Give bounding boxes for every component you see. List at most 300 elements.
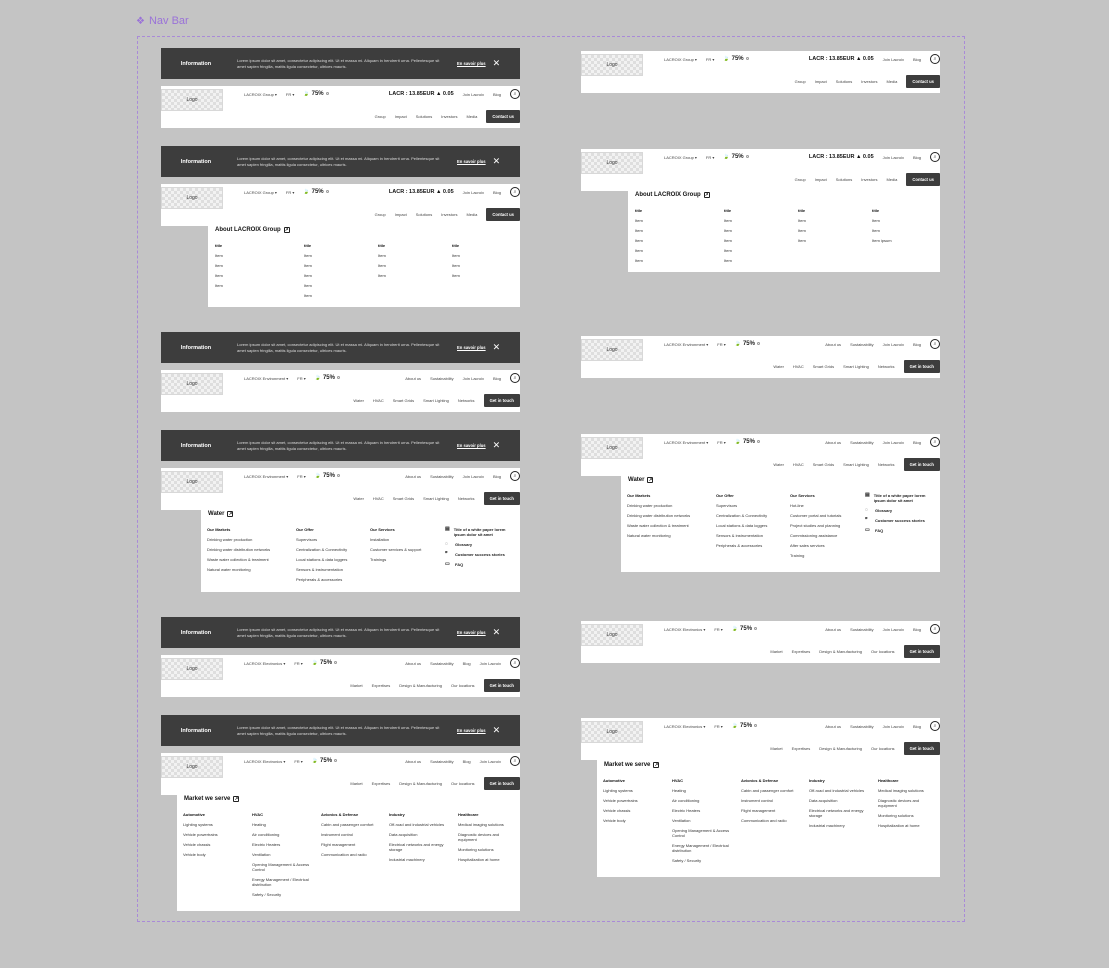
menu-link[interactable]: Item [724,218,732,223]
logo[interactable]: Logo [581,624,643,646]
menu-link[interactable]: Electrical networks and energy storage [389,842,444,852]
menu-item-smart-lighting[interactable]: Smart Lighting [423,496,449,501]
nav-top-row [244,89,520,99]
site-selector[interactable]: LACROIX Environment ▾ [664,439,709,445]
menu-item-water[interactable]: Water [773,462,784,467]
menu-link[interactable]: Energy Management / Electrical distribution [672,843,729,853]
site-selector[interactable]: LACROIX Electronics ▾ [664,626,706,632]
site-selector[interactable]: LACROIX Environment ▾ [244,473,289,479]
language-selector[interactable]: FR ▾ [294,758,303,764]
top-link-join-lacroix[interactable]: Join Lacroix [479,758,501,764]
site-selector[interactable]: LACROIX Environment ▾ [664,341,709,347]
close-icon[interactable]: ✕ [492,342,501,352]
cta-button[interactable]: Get in touch [484,492,520,505]
top-link-about-us[interactable]: About us [825,723,842,729]
nav-menu [795,173,940,186]
resource-label: Title of a white paper lorem ipsum dolor sit amet [453,527,506,537]
resource-item[interactable] [445,527,517,537]
language-selector[interactable]: FR ▾ [297,375,306,381]
close-icon[interactable]: ✕ [492,725,501,735]
top-link-join-lacroix[interactable]: Join Lacroix [882,439,904,445]
menu-item-smart-grids[interactable]: Smart Grids [392,496,415,501]
top-link-blog[interactable]: Blog [492,189,501,195]
site-selector[interactable]: LACROIX Group ▾ [664,154,697,160]
top-link-about-us[interactable]: About us [405,473,422,479]
menu-link[interactable]: Drinking water distribution networks [627,513,691,518]
menu-link[interactable]: Item [635,258,643,263]
top-link-blog[interactable]: Blog [912,56,921,62]
menu-link[interactable]: Sensors & instrumentation [296,567,343,572]
menu-link[interactable]: Flight management [321,842,356,847]
menu-link[interactable]: Item [378,253,386,258]
menu-link[interactable]: Item [215,273,223,278]
top-link-about-us[interactable]: About us [405,375,422,381]
top-link-about-us[interactable]: About us [405,660,422,666]
top-link-blog[interactable]: Blog [492,473,501,479]
site-selector[interactable]: LACROIX Group ▾ [244,91,277,97]
menu-link[interactable]: Hospitalization at home [878,823,920,828]
resource-label: FAQ [455,562,464,567]
menu-link[interactable]: Peripherals & accessories [716,543,763,548]
menu-link[interactable]: Data acquisition [389,832,418,837]
language-selector[interactable]: FR ▾ [717,439,726,445]
menu-link[interactable]: Natural water monitoring [627,533,671,538]
language-selector[interactable]: FR ▾ [705,154,715,160]
menu-link[interactable]: Item [215,253,223,258]
menu-link[interactable]: Safety / Security [252,892,282,897]
language-selector[interactable]: FR ▾ [285,91,295,97]
menu-item-investors[interactable]: Investors [861,79,878,84]
resource-item[interactable] [445,542,517,547]
dropdown-title[interactable] [628,477,653,483]
menu-link[interactable]: Drinking water distribution networks [207,547,271,552]
site-selector[interactable]: LACROIX Group ▾ [244,189,277,195]
menu-link[interactable]: Vehicle powertrains [603,798,638,803]
cta-button[interactable]: Contact us [486,208,520,221]
logo[interactable]: Logo [581,339,643,361]
search-icon[interactable]: ⌕ [510,373,520,383]
resource-item[interactable] [865,528,937,533]
menu-item-design-manufacturing[interactable]: Design & Manufacturing [819,649,862,654]
menu-link[interactable]: Training [790,553,805,558]
menu-link[interactable]: Item [452,273,460,278]
menu-link[interactable]: Commissioning assistance [790,533,838,538]
menu-item-smart-lighting[interactable]: Smart Lighting [843,364,869,369]
dropdown-title[interactable] [635,192,710,198]
logo[interactable]: Logo [581,721,643,743]
cta-button[interactable]: Get in touch [904,645,940,658]
menu-link[interactable]: Natural water monitoring [207,567,251,572]
menu-link[interactable]: Project studies and planning [790,523,841,528]
menu-item-hvac[interactable]: HVAC [792,364,804,369]
top-link-blog[interactable]: Blog [492,375,501,381]
menu-item-solutions[interactable]: Solutions [835,177,853,182]
menu-item-solutions[interactable]: Solutions [415,212,433,217]
top-link-join-lacroix[interactable]: Join Lacroix [882,56,904,62]
menu-link[interactable]: Item [215,283,223,288]
menu-link[interactable]: Electric Heaters [252,842,281,847]
menu-link[interactable]: Energy Management / Electrical distribution [252,877,309,887]
menu-link[interactable]: Opening Management & Access Control [672,828,730,838]
top-link-blog[interactable]: Blog [912,439,921,445]
cta-button[interactable]: Get in touch [904,458,940,471]
info-link[interactable]: En savoir plus [457,159,486,164]
dropdown-title[interactable] [208,511,233,517]
language-selector[interactable]: FR ▾ [285,189,295,195]
menu-item-our-locations[interactable]: Our locations [450,683,475,688]
menu-link[interactable]: Item [635,228,643,233]
menu-link[interactable]: Safety / Security [672,858,702,863]
menu-link[interactable]: Item [635,218,643,223]
menu-item-media[interactable]: Media [466,114,478,119]
menu-item-networks[interactable]: Networks [877,364,895,369]
menu-link[interactable]: Item [304,293,312,298]
search-icon[interactable]: ⌕ [930,721,940,731]
menu-item-group[interactable]: Group [374,212,386,217]
logo[interactable]: Logo [161,471,223,493]
search-icon[interactable]: ⌕ [510,471,520,481]
site-selector[interactable]: LACROIX Electronics ▾ [664,723,706,729]
menu-item-smart-grids[interactable]: Smart Grids [392,398,415,403]
search-icon[interactable]: ⌕ [930,624,940,634]
cta-button[interactable]: Get in touch [904,360,940,373]
menu-link[interactable]: Off-road and industrial vehicles [389,822,445,827]
menu-item-water[interactable]: Water [773,364,784,369]
menu-item-networks[interactable]: Networks [877,462,895,467]
site-selector[interactable]: LACROIX Group ▾ [664,56,697,62]
top-link-join-lacroix[interactable]: Join Lacroix [882,154,904,160]
info-text: Lorem ipsum dolor sit amet, consectetur adipiscing elit. Ut et massa mi. Aliquam in hendrerit urna. Pellentesque sit amet sapien fringilla, mattis ligula consectetur, ultrices mauris. [237,724,440,736]
site-selector[interactable]: LACROIX Environment ▾ [244,375,289,381]
menu-link[interactable]: Air conditioning [252,832,280,837]
stock-ticker: LACR : 13.85EUR ▲ 0.05 [388,189,454,195]
menu-item-media[interactable]: Media [466,212,478,217]
menu-link[interactable]: Industrial machinery [389,857,425,862]
resource-item[interactable] [445,562,517,567]
dropdown-column [378,243,438,283]
menu-link[interactable]: Item [635,248,643,253]
menu-link[interactable]: Local stations & data loggers [296,557,348,562]
menu-item-solutions[interactable]: Solutions [415,114,433,119]
menu-link[interactable]: Hot-line [790,503,804,508]
language-selector[interactable]: FR ▾ [294,660,303,666]
menu-link[interactable]: Diagnostic devices and equipment [458,832,500,842]
menu-link[interactable]: Item [798,218,806,223]
menu-item-smart-lighting[interactable]: Smart Lighting [423,398,449,403]
search-icon[interactable]: ⌕ [930,152,940,162]
menu-item-networks[interactable]: Networks [457,398,475,403]
logo[interactable]: Logo [161,756,223,778]
menu-link[interactable]: Trainings [370,557,387,562]
top-link-sustainability[interactable]: Sustainability [430,473,454,479]
cta-button[interactable]: Contact us [906,173,940,186]
menu-link[interactable]: Waste water collection & treatment [627,523,689,528]
menu-item-solutions[interactable]: Solutions [835,79,853,84]
menu-item-our-locations[interactable]: Our locations [870,649,895,654]
dropdown-column [872,208,932,248]
menu-link[interactable]: Item [798,228,806,233]
menu-link[interactable]: Drinking water production [627,503,673,508]
top-link-blog[interactable]: Blog [912,626,921,632]
menu-link[interactable]: Data acquisition [809,798,838,803]
top-link-blog[interactable]: Blog [912,341,921,347]
resources-column [445,527,517,572]
menu-link[interactable]: Diagnostic devices and equipment [878,798,920,808]
menu-link[interactable]: Customer services & support [370,547,422,552]
menu-item-networks[interactable]: Networks [457,496,475,501]
menu-link[interactable]: Vehicle powertrains [183,832,218,837]
menu-item-media[interactable]: Media [886,177,898,182]
top-link-join-lacroix[interactable]: Join Lacroix [462,473,484,479]
top-link-join-lacroix[interactable]: Join Lacroix [882,723,904,729]
menu-link[interactable]: Lighting systems [603,788,633,793]
info-text: Lorem ipsum dolor sit amet, consectetur adipiscing elit. Ut et massa mi. Aliquam in hendrerit urna. Pellentesque sit amet sapien fringilla, mattis ligula consectetur, ultrices mauris. [237,57,440,69]
logo[interactable]: Logo [161,187,223,209]
eco-score [723,56,748,62]
menu-link[interactable]: Vehicle chassis [603,808,631,813]
nav-top-row [244,658,520,668]
top-link-blog[interactable]: Blog [912,154,921,160]
menu-link[interactable]: Item [452,253,460,258]
menu-link[interactable]: Communication and radio [741,818,787,823]
menu-link[interactable]: Waste water collection & treatment [207,557,269,562]
info-link[interactable]: En savoir plus [457,61,486,66]
menu-item-expertises[interactable]: Expertises [791,649,811,654]
menu-item-water[interactable]: Water [353,496,364,501]
top-link-sustainability[interactable]: Sustainability [850,626,874,632]
menu-link[interactable]: Monitoring solutions [458,847,494,852]
menu-link[interactable]: Heating [672,788,686,793]
menu-link[interactable]: After sales services [790,543,825,548]
menu-link[interactable]: Cabin and passenger comfort [741,788,794,793]
top-link-blog[interactable]: Blog [492,91,501,97]
menu-link[interactable]: Item [304,253,312,258]
menu-link[interactable]: Off-road and industrial vehicles [809,788,865,793]
menu-link[interactable]: Item [724,248,732,253]
menu-link[interactable]: Item [724,238,732,243]
menu-link[interactable]: Item [215,263,223,268]
menu-link[interactable]: Electrical networks and energy storage [809,808,864,818]
menu-item-market[interactable]: Market [350,683,363,688]
resource-item[interactable] [865,493,937,503]
logo[interactable]: Logo [161,373,223,395]
menu-link[interactable]: Item [378,273,386,278]
menu-link[interactable]: Item [872,218,880,223]
menu-item-design-manufacturing[interactable]: Design & Manufacturing [819,746,862,751]
logo[interactable]: Logo [161,658,223,680]
menu-link[interactable]: Centralization & Connectivity [716,513,768,518]
menu-item-group[interactable]: Group [794,177,806,182]
column-title: title [724,208,732,213]
site-selector[interactable]: LACROIX Electronics ▾ [244,758,286,764]
top-link-about-us[interactable]: About us [825,626,842,632]
menu-link[interactable]: Electric Heaters [672,808,701,813]
top-link-join-lacroix[interactable]: Join Lacroix [462,91,484,97]
language-selector[interactable]: FR ▾ [297,473,306,479]
menu-link[interactable]: Air conditioning [672,798,700,803]
menu-link[interactable]: Sensors & instrumentation [716,533,763,538]
menu-link[interactable]: Hospitalization at home [458,857,500,862]
menu-link[interactable]: Item [378,263,386,268]
menu-link[interactable]: Item [872,228,880,233]
menu-item-group[interactable]: Group [374,114,386,119]
language-selector[interactable]: FR ▾ [714,626,723,632]
logo[interactable]: Logo [581,437,643,459]
site-selector[interactable]: LACROIX Electronics ▾ [244,660,286,666]
menu-item-design-manufacturing[interactable]: Design & Manufacturing [399,781,442,786]
language-selector[interactable]: FR ▾ [714,723,723,729]
cta-button[interactable]: Contact us [906,75,940,88]
menu-item-impact[interactable]: Impact [814,79,827,84]
top-link-about-us[interactable]: About us [405,758,422,764]
menu-link[interactable]: Vehicle chassis [183,842,211,847]
eco-score [312,660,337,666]
menu-item-market[interactable]: Market [350,781,363,786]
close-icon[interactable]: ✕ [492,440,501,450]
menu-link[interactable]: Supervisors [716,503,738,508]
menu-item-investors[interactable]: Investors [441,114,458,119]
menu-link[interactable]: Instrument control [741,798,774,803]
cta-button[interactable]: Get in touch [904,742,940,755]
menu-link[interactable]: Item [304,263,312,268]
cta-button[interactable]: Get in touch [484,679,520,692]
menu-item-expertises[interactable]: Expertises [791,746,811,751]
language-selector[interactable]: FR ▾ [705,56,715,62]
resource-item[interactable] [865,508,937,513]
close-icon[interactable]: ✕ [492,627,501,637]
menu-link[interactable]: Medical imaging solutions [878,788,924,793]
menu-link[interactable]: Heating [252,822,266,827]
menu-item-market[interactable]: Market [770,746,783,751]
search-icon[interactable]: ⌕ [930,339,940,349]
menu-item-impact[interactable]: Impact [394,114,407,119]
menu-link[interactable]: Supervisors [296,537,318,542]
menu-link[interactable]: Vehicle body [603,818,626,823]
menu-link[interactable]: Monitoring solutions [878,813,914,818]
menu-link[interactable]: Item [304,283,312,288]
menu-link[interactable]: Item [452,263,460,268]
menu-item-hvac[interactable]: HVAC [792,462,804,467]
menu-item-expertises[interactable]: Expertises [371,683,391,688]
menu-item-media[interactable]: Media [886,79,898,84]
menu-item-smart-grids[interactable]: Smart Grids [812,364,835,369]
logo[interactable]: Logo [161,89,223,111]
menu-item-smart-lighting[interactable]: Smart Lighting [843,462,869,467]
menu-link[interactable]: Item [724,258,732,263]
menu-link[interactable]: Local stations & data loggers [716,523,768,528]
resource-item[interactable] [445,552,517,557]
resource-item[interactable] [865,518,937,523]
top-link-blog[interactable]: Blog [462,660,471,666]
menu-item-investors[interactable]: Investors [861,177,878,182]
language-selector[interactable]: FR ▾ [717,341,726,347]
top-link-join-lacroix[interactable]: Join Lacroix [462,375,484,381]
menu-item-investors[interactable]: Investors [441,212,458,217]
close-icon[interactable]: ✕ [492,58,501,68]
menu-link[interactable]: Opening Management & Access Control [252,862,310,872]
menu-link[interactable]: Item [798,238,806,243]
top-link-join-lacroix[interactable]: Join Lacroix [882,626,904,632]
menu-item-water[interactable]: Water [353,398,364,403]
menu-link[interactable]: Item [304,273,312,278]
search-icon[interactable]: ⌕ [930,437,940,447]
info-link[interactable]: En savoir plus [457,630,486,635]
menu-link[interactable]: Installation [370,537,390,542]
menu-link[interactable]: Ventilation [252,852,271,857]
search-icon[interactable]: ⌕ [510,89,520,99]
top-link-sustainability[interactable]: Sustainability [430,660,454,666]
menu-item-hvac[interactable]: HVAC [372,496,384,501]
menu-item-impact[interactable]: Impact [814,177,827,182]
cta-button[interactable]: Contact us [486,110,520,123]
menu-link[interactable]: Communication and radio [321,852,367,857]
top-link-about-us[interactable]: About us [825,439,842,445]
menu-link[interactable]: Flight management [741,808,776,813]
menu-link[interactable]: Item [724,228,732,233]
dropdown-title[interactable] [215,227,290,233]
menu-link[interactable]: Industrial machinery [809,823,845,828]
menu-link[interactable]: Item ipsum [872,238,892,243]
menu-link[interactable]: Ventilation [672,818,691,823]
menu-link[interactable]: Cabin and passenger comfort [321,822,374,827]
top-link-sustainability[interactable]: Sustainability [430,375,454,381]
menu-item-smart-grids[interactable]: Smart Grids [812,462,835,467]
menu-item-group[interactable]: Group [794,79,806,84]
search-icon[interactable]: ⌕ [510,187,520,197]
menu-item-hvac[interactable]: HVAC [372,398,384,403]
menu-item-our-locations[interactable]: Our locations [450,781,475,786]
top-link-about-us[interactable]: About us [825,341,842,347]
search-icon[interactable]: ⌕ [510,756,520,766]
menu-item-our-locations[interactable]: Our locations [870,746,895,751]
menu-item-impact[interactable]: Impact [394,212,407,217]
menu-link[interactable]: Centralization & Connectivity [296,547,348,552]
menu-item-expertises[interactable]: Expertises [371,781,391,786]
menu-link[interactable]: Lighting systems [183,822,213,827]
dropdown-title[interactable] [604,762,659,768]
top-link-join-lacroix[interactable]: Join Lacroix [882,341,904,347]
menu-link[interactable]: Item [635,238,643,243]
top-link-sustainability[interactable]: Sustainability [430,758,454,764]
top-link-blog[interactable]: Blog [462,758,471,764]
search-icon[interactable]: ⌕ [930,54,940,64]
info-link[interactable]: En savoir plus [457,728,486,733]
search-icon[interactable]: ⌕ [510,658,520,668]
menu-item-market[interactable]: Market [770,649,783,654]
menu-link[interactable]: Medical imaging solutions [458,822,504,827]
logo[interactable]: Logo [581,54,643,76]
cta-button[interactable]: Get in touch [484,777,520,790]
menu-link[interactable]: Instrument control [321,832,354,837]
menu-link[interactable]: Drinking water production [207,537,253,542]
top-link-sustainability[interactable]: Sustainability [850,439,874,445]
top-link-join-lacroix[interactable]: Join Lacroix [479,660,501,666]
top-link-sustainability[interactable]: Sustainability [850,341,874,347]
menu-item-design-manufacturing[interactable]: Design & Manufacturing [399,683,442,688]
logo[interactable]: Logo [581,152,643,174]
top-link-join-lacroix[interactable]: Join Lacroix [462,189,484,195]
menu-link[interactable]: Peripherals & accessories [296,577,343,582]
cta-button[interactable]: Get in touch [484,394,520,407]
menu-link[interactable]: Customer portal and tutorials [790,513,842,518]
top-link-sustainability[interactable]: Sustainability [850,723,874,729]
top-link-blog[interactable]: Blog [912,723,921,729]
menu-link[interactable]: Vehicle body [183,852,206,857]
close-icon[interactable]: ✕ [492,156,501,166]
info-link[interactable]: En savoir plus [457,443,486,448]
info-link[interactable]: En savoir plus [457,345,486,350]
dropdown-title[interactable] [184,796,239,802]
